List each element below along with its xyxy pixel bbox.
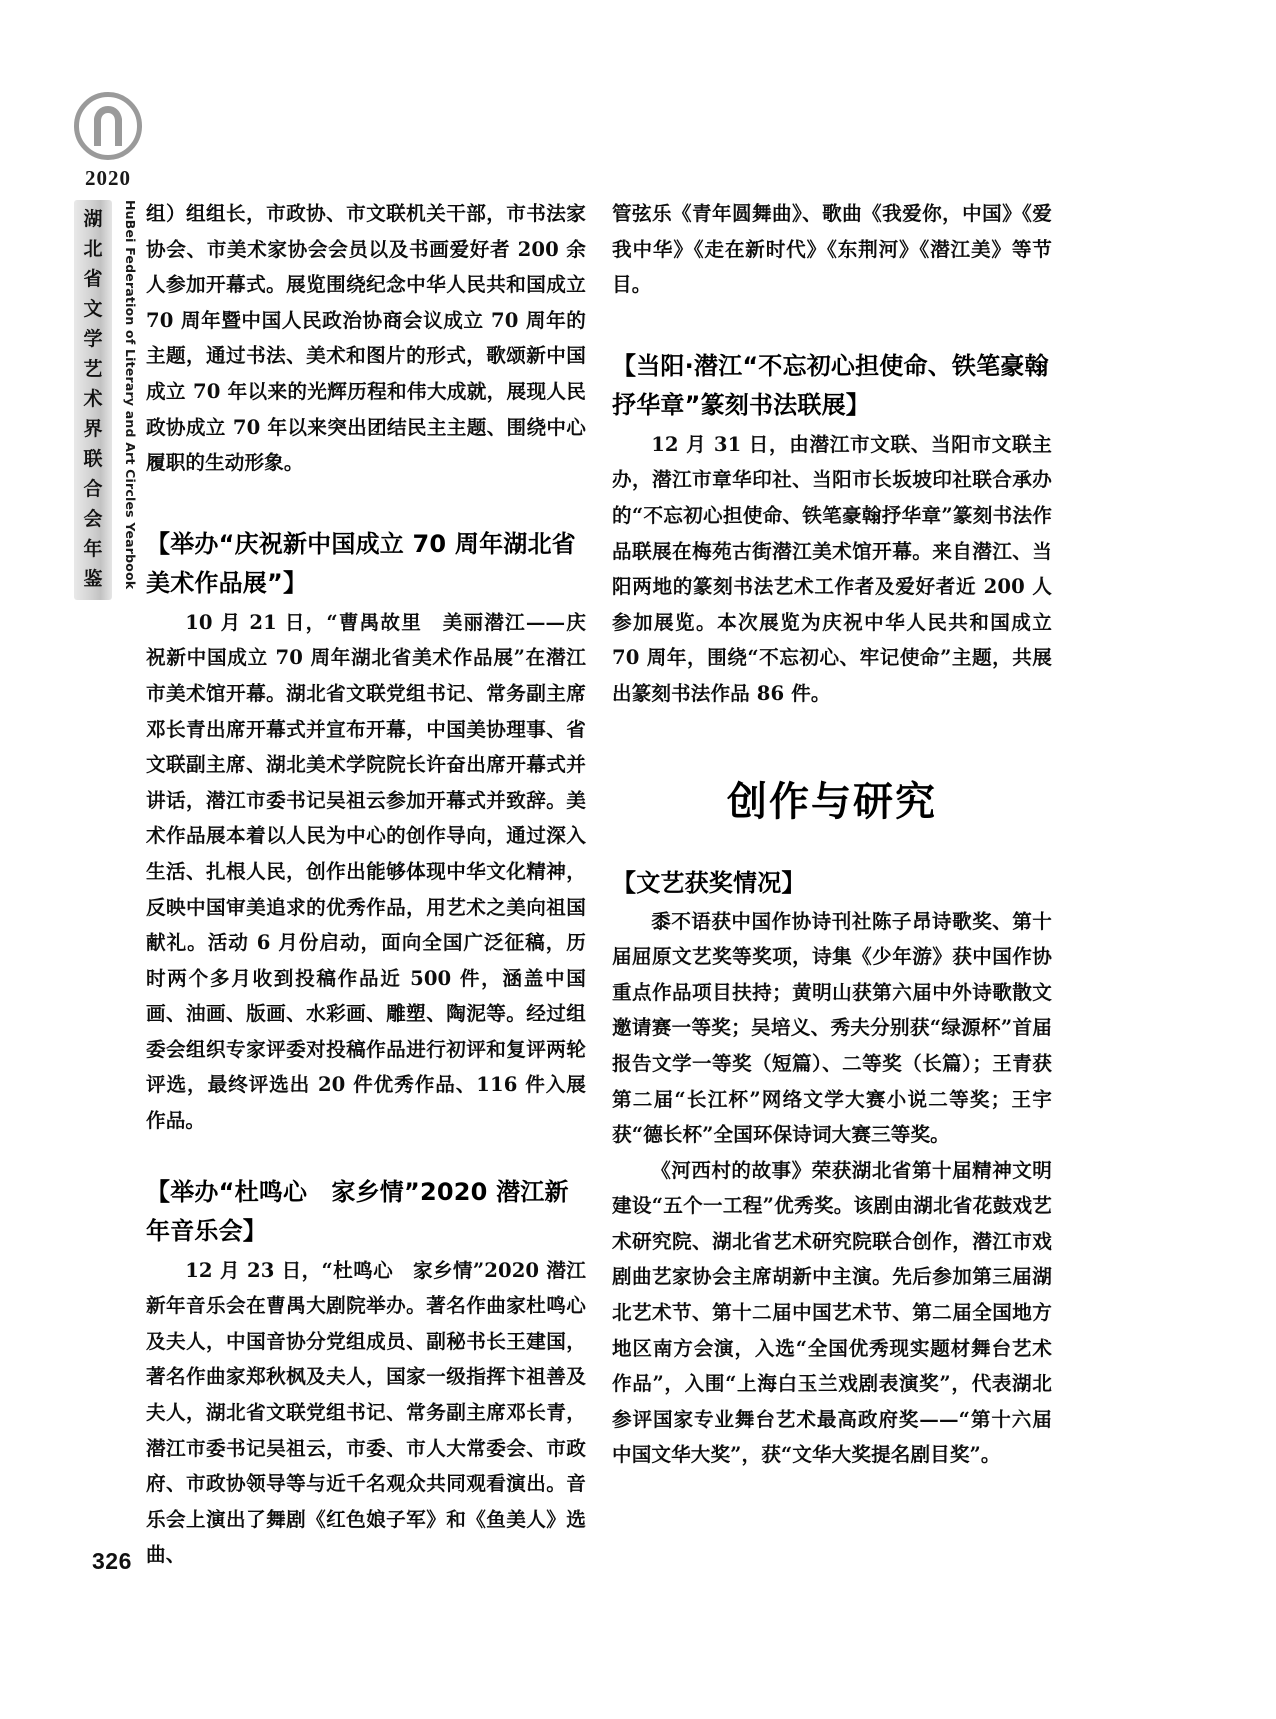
major-section-heading: 创作与研究: [727, 778, 937, 825]
spine-char: 合: [83, 478, 103, 500]
section-body-new-year-concert: 12 月 23 日，“杜鸣心 家乡情”2020 潜江新年音乐会在曹禺大剧院举办。著名作曲家杜鸣心及夫人，中国音协分党组成员、副秘书长王建国，著名作曲家郑秋枫及夫人，国家一级指挥卞祖善及夫人，湖北省文联党组书记、常务副主席邓长青，潜江市委书记吴祖云，市委、市人大常委会、市政府、市政协领导等与近千名观众共同观看演出。音乐会上演出了舞剧《红色娘子军》和《鱼美人》选曲、: [146, 1258, 586, 1567]
spine-char: 会: [83, 508, 103, 530]
page-number: 326: [92, 1548, 132, 1574]
spine-char: 省: [83, 268, 103, 290]
spine-char: 文: [83, 298, 103, 320]
awards-paragraph-1: 黍不语获中国作协诗刊社陈子昂诗歌奖、第十届屈原文艺奖等奖项，诗集《少年游》获中国作协重点作品项目扶持；黄明山获第六届中外诗歌散文邀请赛一等奖；吴培义、秀夫分别获“绿源杯”首届报告文学一等奖（短篇）、二等奖（长篇）；王青获第二届“长江杯”网络文学大赛小说二等奖；王宇获“德长杯”全国环保诗词大赛三等奖。: [612, 909, 1052, 1147]
awards-paragraph-2: 《河西村的故事》荣获湖北省第十届精神文明建设“五个一工程”优秀奖。该剧由湖北省花鼓戏艺术研究院、湖北省艺术研究院联合创作，潜江市戏剧曲艺家协会主席胡新中主演。先后参加第三届湖北艺术节、第十二届中国艺术节、第二届全国地方地区南方会演，入选“全国优秀现实题材舞台艺术作品”，入围“上海白玉兰戏剧表演奖”，代表湖北参评国家专业舞台艺术最高政府奖——“第十六届中国文华大奖”，获“文华大奖提名剧目奖”。: [612, 1158, 1052, 1467]
spine-char: 学: [83, 328, 103, 350]
section-heading-seal-calligraphy-exhibition: 【当阳·潜江“不忘初心担使命、铁笔豪翰抒华章”篆刻书法联展】: [612, 351, 1049, 419]
spine-char: 艺: [83, 358, 103, 380]
continued-paragraph-right: 管弦乐《青年圆舞曲》、歌曲《我爱你，中国》《爱我中华》《走在新时代》《东荆河》《潜江美》等节目。: [612, 202, 1052, 297]
left-text-column: [146, 196, 586, 1573]
section-heading-new-year-concert: 【举办“杜鸣心 家乡情”2020 潜江新年音乐会】: [146, 1177, 569, 1245]
logo-inner-glyph: [74, 92, 142, 160]
section-heading-art-exhibition: 【举办“庆祝新中国成立 70 周年湖北省美术作品展”】: [146, 529, 576, 597]
publisher-logo: [74, 92, 144, 168]
spine-char: 湖: [83, 208, 103, 230]
spine-char: 联: [83, 448, 103, 470]
section-body-seal-calligraphy-exhibition: 12 月 31 日，由潜江市文联、当阳市文联主办，潜江市章华印社、当阳市长坂坡印社联合承办的“不忘初心担使命、铁笔豪翰抒华章”篆刻书法作品联展在梅苑古街潜江美术馆开幕。来自潜江、当阳两地的篆刻书法艺术工作者及爱好者近 200 人参加展览。本次展览为庆祝中华人民共和国成立 70 周年，围绕“不忘初心、牢记使命”主题，共展出篆刻书法作品 86 件。: [612, 432, 1052, 705]
spine-chinese-title: [76, 204, 110, 594]
spine-char: 北: [83, 238, 103, 260]
year-label: 2020: [85, 166, 131, 190]
spine-branding: [62, 92, 154, 612]
spine-char: 年: [83, 538, 103, 560]
right-text-column: [612, 196, 1052, 1473]
continued-paragraph: 组）组组长，市政协、市文联机关干部，市书法家协会、市美术家协会会员以及书画爱好者 200 余人参加开幕式。展览围绕纪念中华人民共和国成立 70 周年暨中国人民政治协商会议成立 70 周年的主题，通过书法、美术和图片的形式，歌颂新中国成立 70 年以来的光辉历程和伟大成就，展现人民政协成立 70 年以来突出团结民主主题、围绕中心履职的生动形象。: [146, 202, 586, 475]
spine-char: 界: [83, 418, 103, 440]
subsection-heading-awards: 【文艺获奖情况】: [612, 868, 806, 897]
spine-char: 鉴: [83, 568, 103, 590]
spine-char: 术: [83, 388, 103, 410]
section-body-art-exhibition: 10 月 21 日，“曹禺故里 美丽潜江——庆祝新中国成立 70 周年湖北省美术作品展”在潜江市美术馆开幕。湖北省文联党组书记、常务副主席邓长青出席开幕式并宣布开幕，中国美协理事、省文联副主席、湖北美术学院院长许奋出席开幕式并讲话，潜江市委书记吴祖云参加开幕式并致辞。美术作品展本着以人民为中心的创作导向，通过深入生活、扎根人民，创作出能够体现中华文化精神，反映中国审美追求的优秀作品，用艺术之美向祖国献礼。活动 6 月份启动，面向全国广泛征稿，历时两个多月收到投稿作品近 500 件，涵盖中国画、油画、版画、水彩画、雕塑、陶泥等。经过组委会组织专家评委对投稿作品进行初评和复评两轮评选，最终评选出 20 件优秀作品、116 件入展作品。: [146, 610, 586, 1133]
spine-english-title: HuBei Federation of Literary and Art Circles Yearbook: [123, 200, 138, 590]
